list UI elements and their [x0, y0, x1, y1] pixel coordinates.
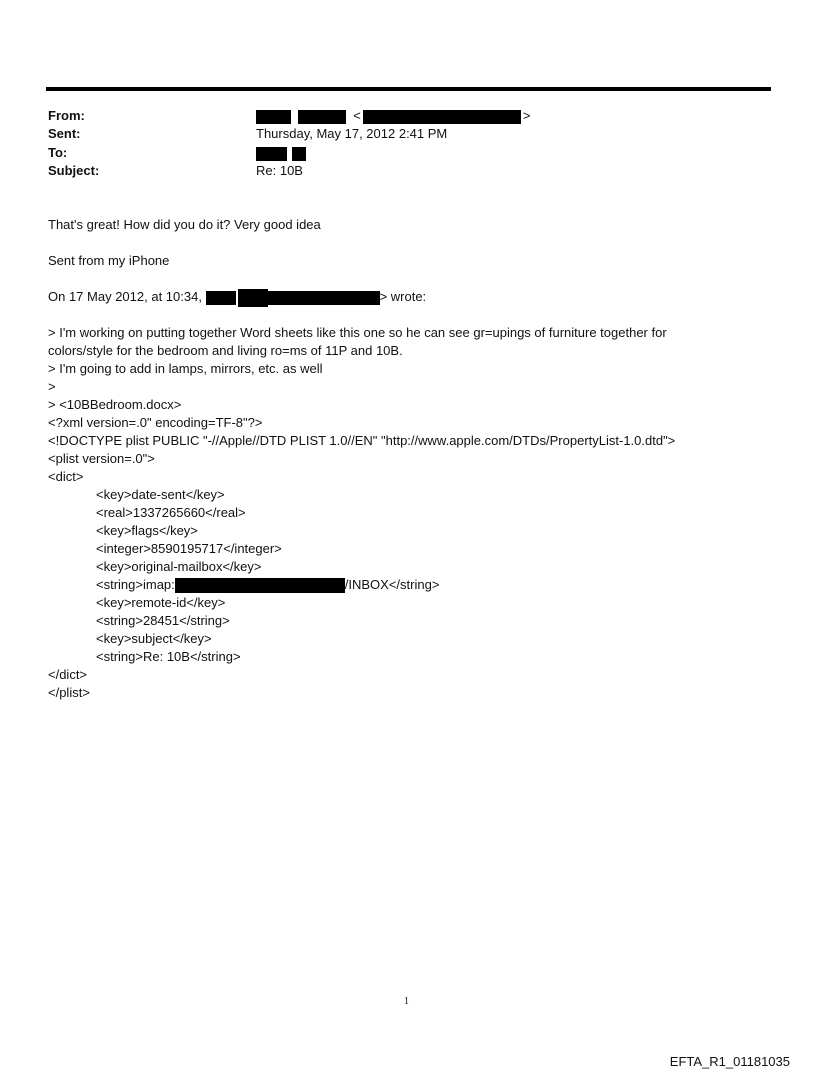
redaction-block [238, 289, 268, 307]
subject-label: Subject: [48, 163, 100, 178]
plist-imap-line [96, 576, 439, 594]
plist-open: <plist version=.0"> [48, 451, 155, 466]
wrote-suffix: > wrote: [379, 289, 427, 304]
sent-label: Sent: [48, 126, 81, 141]
to-label: To: [48, 145, 68, 160]
redaction-block [363, 110, 521, 124]
from-label: From: [48, 108, 85, 123]
redaction-block [298, 110, 346, 124]
attachment-line: > <10BBedroom.docx> [48, 397, 182, 412]
plist-close: </plist> [48, 685, 90, 700]
imap-prefix: <string>imap: [96, 577, 175, 592]
redaction-block [256, 147, 287, 161]
quoted-line: > [48, 379, 56, 394]
dict-open: <dict> [48, 469, 84, 484]
quoted-line: colors/style for the bedroom and living ro=ms of 11P and 10B. [48, 343, 403, 358]
from-open-bracket: < [353, 108, 361, 123]
xml-declaration: <?xml version=.0" encoding=TF-8"?> [48, 415, 263, 430]
redaction-block [256, 110, 291, 124]
dict-close: </dict> [48, 667, 88, 682]
plist-value: <string>28451</string> [96, 613, 230, 628]
subject-value: Re: 10B [256, 163, 303, 178]
plist-key: <key>flags</key> [96, 523, 198, 538]
plist-key: <key>original-mailbox</key> [96, 559, 262, 574]
plist-value: <integer>8590195717</integer> [96, 541, 282, 556]
redaction-block [292, 147, 306, 161]
redaction-block [268, 291, 380, 305]
imap-suffix: /INBOX</string> [344, 577, 440, 592]
body-line: Sent from my iPhone [48, 253, 170, 268]
wrote-prefix: On 17 May 2012, at 10:34, [48, 289, 202, 304]
wrote-line [48, 288, 426, 307]
to-value [256, 145, 306, 161]
body-line: That's great! How did you do it? Very good idea [48, 217, 321, 232]
page-number: 1 [404, 996, 409, 1007]
plist-key: <key>date-sent</key> [96, 487, 225, 502]
plist-key: <key>subject</key> [96, 631, 212, 646]
document-id: EFTA_R1_01181035 [669, 1054, 790, 1069]
redaction-block [175, 578, 345, 593]
doctype-line: <!DOCTYPE plist PUBLIC "-//Apple//DTD PLIST 1.0//EN" "http://www.apple.com/DTDs/PropertyList-1.0.dtd"> [48, 433, 676, 448]
plist-key: <key>remote-id</key> [96, 595, 226, 610]
header-rule [46, 87, 771, 91]
from-close-bracket: > [522, 108, 531, 123]
plist-value: <real>1337265660</real> [96, 505, 246, 520]
redaction-block [206, 291, 236, 305]
sent-value: Thursday, May 17, 2012 2:41 PM [256, 126, 448, 141]
quoted-line: > I'm working on putting together Word sheets like this one so he can see gr=upings of furniture together for [48, 325, 667, 340]
from-value [256, 108, 530, 124]
quoted-line: > I'm going to add in lamps, mirrors, etc. as well [48, 361, 323, 376]
plist-value: <string>Re: 10B</string> [96, 649, 241, 664]
